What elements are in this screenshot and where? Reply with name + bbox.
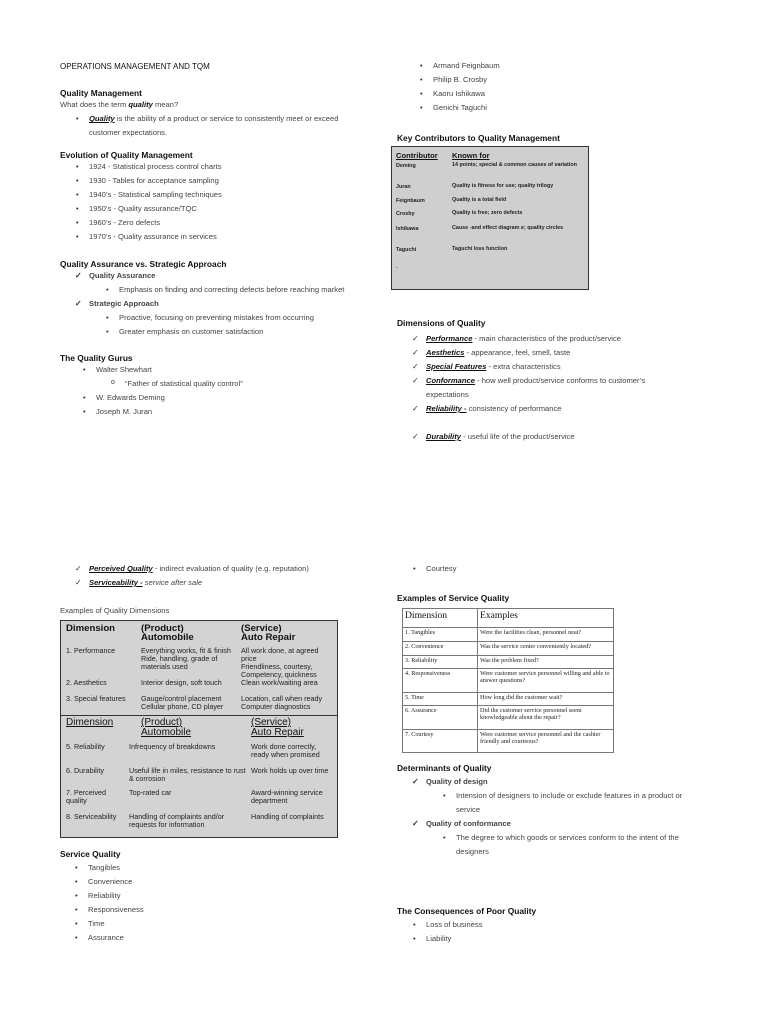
table-cell: 5. Reliability bbox=[66, 742, 105, 751]
list-item: • Convenience bbox=[88, 875, 340, 889]
table-cell: 7. Courtesy bbox=[403, 729, 478, 752]
table-cell: 6. Assurance bbox=[403, 706, 478, 729]
list-item: • Time bbox=[88, 917, 340, 931]
table-cell: Were customer service personnel willing and able to answer questions? bbox=[478, 669, 614, 692]
service-quality-section bbox=[60, 849, 340, 945]
list-item: • W. Edwards Deming bbox=[96, 391, 380, 405]
table-cell: Everything works, fit & finish Ride, handling, grade of materials used bbox=[141, 646, 231, 671]
list-item: ✓ Reliability - consistency of performance bbox=[426, 402, 697, 416]
list-item: ✓ Conformance - how well product/service conforms to customer’s bbox=[426, 374, 697, 388]
table-cell: Juran bbox=[396, 184, 411, 190]
dimensions-list bbox=[426, 332, 697, 444]
table-cell: 5. Time bbox=[403, 692, 478, 706]
table-header: Auto Repair bbox=[251, 727, 304, 738]
courtesy-list bbox=[426, 562, 456, 576]
list-item: • 1930 - Tables for acceptance sampling bbox=[89, 174, 380, 188]
table-cell: 4. Responsiveness bbox=[403, 669, 478, 692]
table-cell: Crosby bbox=[396, 211, 415, 217]
list-item: • The degree to which goods or services conform to the intent of the bbox=[456, 831, 717, 845]
table-header: (Service) bbox=[241, 623, 282, 634]
list-item: ✓ Special Features - extra characteristics bbox=[426, 360, 697, 374]
list-item: • Joseph M. Juran bbox=[96, 405, 380, 419]
determinants-section bbox=[397, 763, 717, 859]
table-header: Dimension bbox=[403, 609, 478, 628]
quality-gurus-heading: The Quality Gurus bbox=[60, 353, 133, 363]
table-row bbox=[403, 655, 614, 669]
table-cell: 6. Durability bbox=[66, 766, 104, 775]
table-cell: Work done correctly, ready when promised bbox=[251, 742, 320, 759]
table-cell: Gauge/control placement Cellular phone, CD player bbox=[141, 694, 224, 711]
list-item: ✓ Serviceability - service after sale bbox=[89, 576, 369, 590]
table-cell: Were customer service personnel and the cashier friendly and courteous? bbox=[478, 729, 614, 752]
list-item: ✓ Quality of design bbox=[426, 775, 717, 789]
list-item: • 1924 - Statistical process control charts bbox=[89, 160, 380, 174]
list-item: ✓ Performance - main characteristics of the product/service bbox=[426, 332, 697, 346]
table-cell: Interior design, soft touch bbox=[141, 678, 222, 687]
table-cell: 2. Convenience bbox=[403, 641, 478, 655]
table-cell: Taguchi bbox=[396, 247, 417, 253]
quality-dimensions-table bbox=[60, 620, 338, 838]
list-item: • Intension of designers to include or exclude features in a product or bbox=[456, 789, 717, 803]
dimensions-heading: Dimensions of Quality bbox=[397, 318, 486, 328]
list-item: • Armand Feignbaum bbox=[433, 59, 733, 73]
table-cell: Useful life in miles, resistance to rust & corrosion bbox=[129, 766, 246, 783]
examples-service-quality-heading: Examples of Service Quality bbox=[397, 593, 510, 603]
table-cell: Taguchi loss function bbox=[452, 246, 508, 252]
list-item: designers bbox=[456, 847, 489, 856]
top-left-section bbox=[60, 62, 380, 419]
table-cell: 7. Perceived quality bbox=[66, 788, 106, 805]
table-header: Automobile bbox=[141, 632, 194, 643]
table-cell: Infrequency of breakdowns bbox=[129, 742, 216, 751]
table-header: (Product) bbox=[141, 623, 184, 634]
quality-question: What does the term quality mean? bbox=[60, 100, 179, 109]
table-cell: Location, call when ready Computer diagnostics bbox=[241, 694, 323, 711]
table-cell: Quality is free; zero defects bbox=[452, 210, 523, 216]
table-row bbox=[403, 706, 614, 729]
list-item: • Assurance bbox=[88, 931, 340, 945]
table-row bbox=[403, 669, 614, 692]
determinants-list bbox=[426, 775, 717, 859]
table-row bbox=[403, 641, 614, 655]
table-cell: 2. Aesthetics bbox=[66, 678, 107, 687]
table-cell: 8. Serviceability bbox=[66, 812, 117, 821]
gurus-continued-list bbox=[433, 59, 733, 115]
table-cell: Handling of complaints bbox=[251, 812, 324, 821]
document-title: OPERATIONS MANAGEMENT AND TQM bbox=[60, 62, 210, 71]
list-item: • Walter Shewhart bbox=[96, 363, 380, 377]
table-cell: 3. Reliability bbox=[403, 655, 478, 669]
table-row bbox=[403, 692, 614, 706]
list-item: • 1960’s - Zero defects bbox=[89, 216, 380, 230]
table-cell: Handling of complaints and/or requests for information bbox=[129, 812, 225, 829]
evolution-heading: Evolution of Quality Management bbox=[60, 150, 193, 160]
list-item: o “Father of statistical quality control” bbox=[125, 377, 380, 391]
list-item: • Courtesy bbox=[426, 562, 456, 576]
table-row bbox=[403, 729, 614, 752]
table-cell: 3. Special features bbox=[66, 694, 126, 703]
key-contributors-heading: Key Contributors to Quality Management bbox=[397, 133, 560, 143]
table-cell: Deming bbox=[396, 163, 416, 169]
qa-vs-strategic-heading: Quality Assurance vs. Strategic Approach bbox=[60, 259, 227, 269]
table-cell: Was the problem fixed? bbox=[478, 655, 614, 669]
examples-dimensions-heading: Examples of Quality Dimensions bbox=[60, 606, 170, 615]
evolution-list bbox=[89, 160, 380, 244]
quality-definition-list bbox=[89, 112, 380, 140]
list-item: expectations bbox=[426, 390, 469, 399]
list-item: • Quality is the ability of a product or service to consistently meet or exceed bbox=[89, 112, 380, 126]
list-item: • Genichi Taguchi bbox=[433, 101, 733, 115]
table-cell: How long did the customer wait? bbox=[478, 692, 614, 706]
table-cell: All work done, at agreed price Friendliness, courtesy, Competency, quickness bbox=[241, 646, 319, 679]
list-item: • 1970’s - Quality assurance in services bbox=[89, 230, 380, 244]
table-cell: Award-winning service department bbox=[251, 788, 323, 805]
table-cell: 14 points; special & common causes of variation bbox=[452, 162, 577, 168]
table-cell: Feignbaum bbox=[396, 198, 425, 204]
table-cell: Work holds up over time bbox=[251, 766, 329, 775]
table-cell: 1. Tangibles bbox=[403, 628, 478, 642]
consequences-list bbox=[426, 918, 697, 946]
table-cell: Did the customer service personnel seem knowledgeable about the repair? bbox=[478, 706, 614, 729]
table-header: Automobile bbox=[141, 727, 192, 738]
table-cell: 1. Performance bbox=[66, 646, 116, 655]
table-cell: Was the service center conveniently located? bbox=[478, 641, 614, 655]
contributors-table bbox=[391, 146, 589, 290]
dimensions-section bbox=[397, 318, 697, 444]
service-quality-table bbox=[402, 608, 614, 753]
list-item: • Loss of business bbox=[426, 918, 697, 932]
qa-list bbox=[89, 269, 380, 339]
list-item: • Greater emphasis on customer satisfaction bbox=[119, 325, 380, 339]
table-header: Known for bbox=[452, 151, 490, 160]
table-cell: Quality is fitness for use; quality trilogy bbox=[452, 183, 554, 189]
consequences-heading: The Consequences of Poor Quality bbox=[397, 906, 537, 916]
table-header: Dimension bbox=[66, 623, 116, 634]
top-right-section bbox=[433, 59, 733, 115]
list-item: • Reliability bbox=[88, 889, 340, 903]
list-item: • Liability bbox=[426, 932, 697, 946]
list-item: ✓ Quality of conformance bbox=[426, 817, 717, 831]
gurus-list bbox=[96, 363, 380, 419]
service-quality-list bbox=[88, 861, 340, 945]
table-divider bbox=[61, 715, 337, 716]
table-footnote: . bbox=[396, 264, 398, 270]
list-item: • Emphasis on finding and correcting defects before reaching market bbox=[119, 283, 380, 297]
table-cell: Top-rated car bbox=[129, 788, 172, 797]
table-header: (Product) bbox=[141, 717, 183, 728]
table-row bbox=[403, 628, 614, 642]
list-item: ✓ Durability - useful life of the product/service bbox=[426, 430, 697, 444]
table-header: Dimension bbox=[66, 717, 114, 728]
table-cell: Ishikawa bbox=[396, 226, 419, 232]
table-cell: Quality is a total field bbox=[452, 197, 507, 203]
table-cell: Cause -and effect diagram e; quality circles bbox=[452, 225, 564, 231]
list-item: • Tangibles bbox=[88, 861, 340, 875]
list-item: • 1950’s - Quality assurance/TQC bbox=[89, 202, 380, 216]
list-item: • 1940’s - Statistical sampling techniques bbox=[89, 188, 380, 202]
list-item: service bbox=[456, 805, 481, 814]
list-item: • Responsiveness bbox=[88, 903, 340, 917]
list-item: ✓ Strategic Approach bbox=[89, 297, 380, 311]
table-header: Contributor bbox=[396, 151, 438, 160]
list-item: • Kaoru Ishikawa bbox=[433, 87, 733, 101]
list-item: • Philip B. Crosby bbox=[433, 73, 733, 87]
table-cell: Were the facilities clean, personnel neat? bbox=[478, 628, 614, 642]
determinants-heading: Determinants of Quality bbox=[397, 763, 492, 773]
extra-dimensions-list bbox=[89, 562, 369, 590]
service-quality-heading: Service Quality bbox=[60, 849, 121, 859]
consequences-section bbox=[397, 906, 697, 946]
list-item: ✓ Quality Assurance bbox=[89, 269, 380, 283]
list-item: customer expectations. bbox=[89, 128, 168, 137]
list-item: • Proactive, focusing on preventing mistakes from occurring bbox=[119, 311, 380, 325]
list-item: ✓ Aesthetics - appearance, feel, smell, taste bbox=[426, 346, 697, 360]
table-row bbox=[403, 609, 614, 628]
table-header: Auto Repair bbox=[241, 632, 296, 643]
table-header: Examples bbox=[478, 609, 614, 628]
table-cell: Clean work/waiting area bbox=[241, 678, 318, 687]
table-header: (Service) bbox=[251, 717, 292, 728]
list-item: ✓ Perceived Quality - indirect evaluation of quality (e.g. reputation) bbox=[89, 562, 369, 576]
quality-management-heading: Quality Management bbox=[60, 88, 142, 98]
